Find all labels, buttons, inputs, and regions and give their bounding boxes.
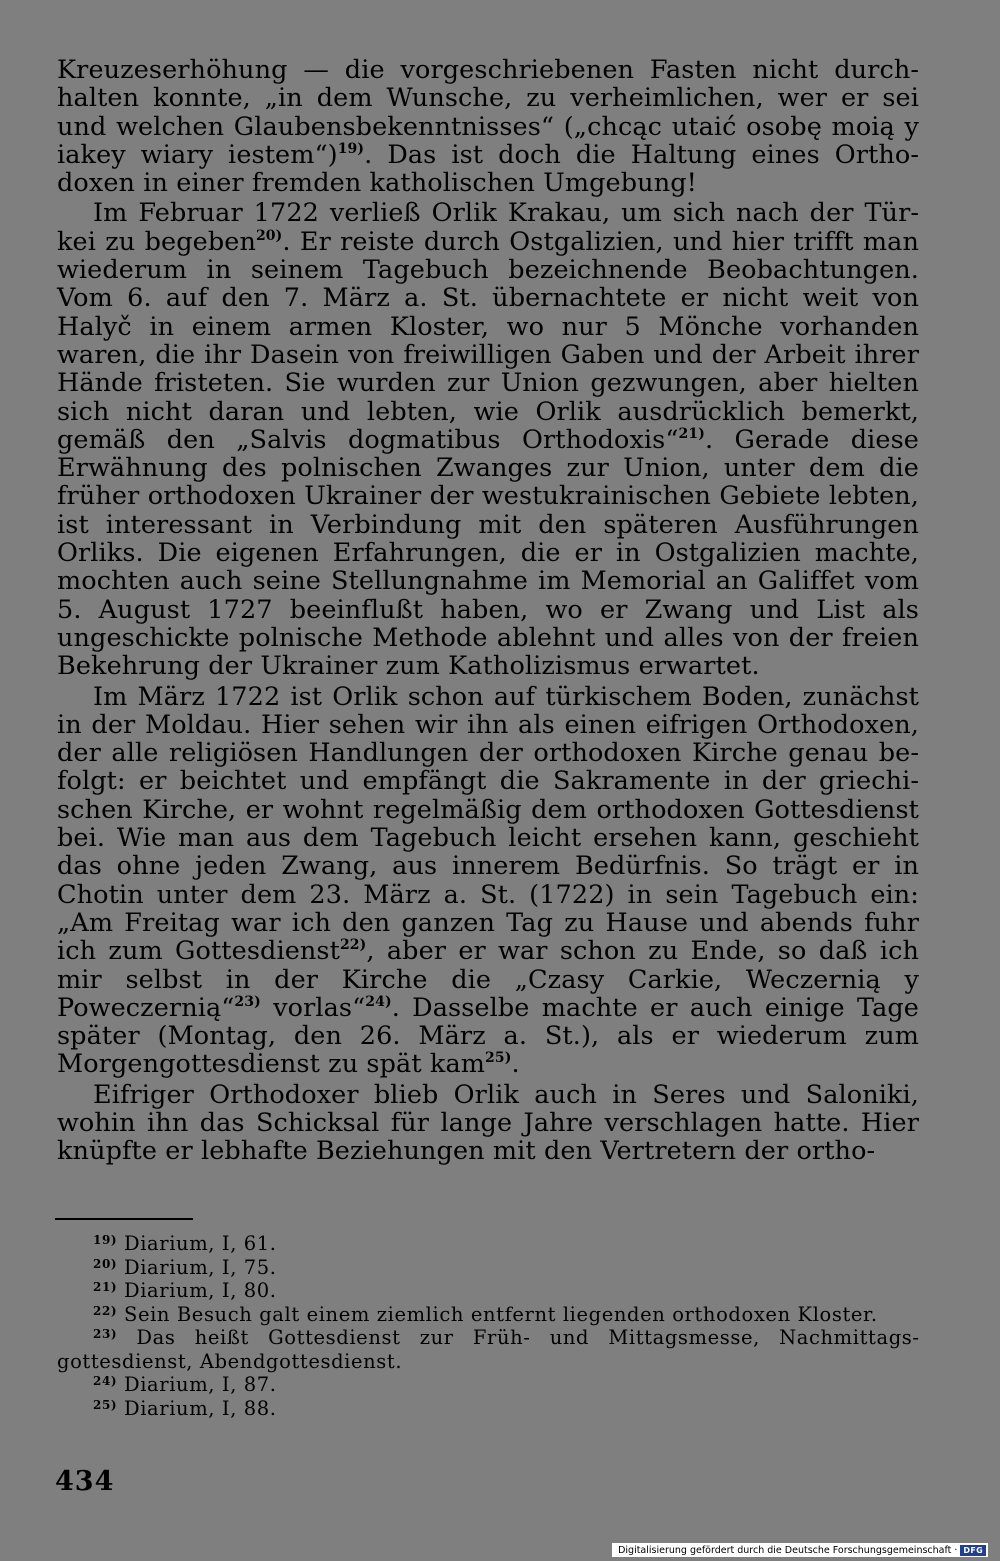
- footnote-mark: 25): [93, 1397, 118, 1412]
- footnote-text: Diarium, I, 75.: [117, 1255, 277, 1279]
- footnote-25: [57, 1397, 919, 1421]
- paragraph-4-text: Eifriger Orthodoxer blieb Orlik auch in Seres und Saloniki, wohin ihn das Schicksal für lange Jahre verschlagen hatte. Hier knüpfte er lebhafte Beziehungen mit den Vertretern der ortho-: [57, 1079, 919, 1167]
- footnotes: [57, 1232, 919, 1420]
- footnote-mark: 23): [93, 1327, 118, 1341]
- paragraph-3-text-cont-4: .: [511, 1049, 520, 1080]
- paragraph-2-text-cont-2: . Gerade diese Erwähnung des polnischen Zwanges zur Union, unter dem die früher orthodoxen Ukrainer der westukrainischen Gebiete lebten, ist interessant in Verbindung mit den späteren Ausführungen Orliks. Die eigenen Erfahrungen, die er in Ostgalizien machte, mochten auch seine Stellungnahme im Memorial an Galiffet vom 5. August 1727 beeinflußt haben, wo er Zwang und List als ungeschickte polnische Methode ablehnt und alles von der freien Bekehrung der Ukrainer zum Katholizismus erwartet.: [57, 424, 919, 682]
- footnote-20: [57, 1256, 919, 1280]
- page-number: 434: [55, 1466, 115, 1497]
- footnote-mark: 20): [93, 1256, 118, 1271]
- page-content: [57, 56, 919, 1166]
- paragraph-3: [57, 683, 919, 1079]
- paragraph-3-text-cont-3: . Dasselbe machte er auch einige Tage später (Montag, den 26. März a. St.), als er wiederum zum Morgengottesdienst zu spät kam: [57, 992, 919, 1080]
- footnote-21: [57, 1279, 919, 1303]
- footnote-text: Das heißt Gottesdienst zur Früh- und Mittagsmesse, Nachmittagsgottesdienst, Abendgottesdienst.: [57, 1326, 919, 1373]
- credit-text: Digitalisierung gefördert durch die Deutsche Forschungsgemeinschaft ·: [618, 1544, 958, 1556]
- footnote-mark: 24): [93, 1374, 118, 1388]
- footnote-ref-23: 23): [234, 993, 261, 1010]
- digitization-credit: [612, 1543, 988, 1557]
- paragraph-3-text-cont-2: vorlas“: [260, 992, 366, 1023]
- footnote-text: Diarium, I, 87.: [117, 1373, 277, 1396]
- paragraph-1-text: Kreuzeserhöhung — die vorgeschriebenen Fasten nicht durchhalten konnte, „in dem Wunsche, zu verheimlichen, wer er sei und welchen Glaubensbekenntnisses“ („chcąc utaić osobę moią y iakey wiary iestem“): [57, 55, 919, 170]
- footnote-22: [57, 1303, 919, 1327]
- paragraph-4: [57, 1081, 919, 1166]
- footnote-ref-20: 20): [255, 227, 283, 244]
- footnote-text: Diarium, I, 61.: [117, 1232, 277, 1255]
- footnote-23: [57, 1326, 919, 1373]
- footnote-text: Sein Besuch galt einem ziemlich entfernt liegenden orthodoxen Kloster.: [117, 1302, 878, 1326]
- footnote-mark: 22): [93, 1303, 118, 1318]
- paragraph-2-text-cont: . Er reiste durch Ostgalizien, und hier trifft man wiederum in seinem Tagebuch bezeichnende Beobachtungen. Vom 6. auf den 7. März a. St. übernachtete er nicht weit von Halyč in einem armen Kloster, wo nur 5 Mönche vorhanden waren, die ihr Dasein von freiwilligen Gaben und der Arbeit ihrer Hände fristeten. Sie wurden zur Union gezwungen, aber hielten sich nicht daran und lebten, wie Orlik ausdrücklich bemerkt, gemäß den „Salvis dogmatibus Orthodoxis“: [57, 226, 919, 455]
- paragraph-1: [57, 56, 919, 197]
- paragraph-1-text-cont: . Das ist doch die Haltung eines Orthodoxen in einer fremden katholischen Umgebung!: [57, 139, 920, 199]
- footnote-ref-25: 25): [485, 1050, 512, 1067]
- footnote-mark: 21): [93, 1280, 118, 1294]
- footnote-19: [57, 1232, 919, 1256]
- body-text: [57, 56, 919, 1166]
- footnote-ref-21: 21): [678, 425, 705, 442]
- paragraph-3-text: Im März 1722 ist Orlik schon auf türkischem Boden, zunächst in der Moldau. Hier sehen wir ihn als einen eifrigen Orthodoxen, der alle religiösen Handlungen der orthodoxen Kirche genau befolgt: er beichtet und empfängt die Sakramente in der griechischen Kirche, er wohnt regelmäßig dem orthodoxen Gottesdienst bei. Wie man aus dem Tagebuch leicht ersehen kann, geschieht das ohne jeden Zwang, aus innerem Bedürfnis. So trägt er in Chotin unter dem 23. März a. St. (1722) in sein Tagebuch ein: „Am Freitag war ich den ganzen Tag zu Hause und abends fuhr ich zum Gottesdienst: [57, 681, 919, 967]
- footnote-ref-19: 19): [337, 140, 365, 157]
- footnote-mark: 19): [93, 1233, 118, 1247]
- paragraph-2-text: Im Februar 1722 verließ Orlik Krakau, um sich nach der Türkei zu begeben: [57, 198, 919, 257]
- footnote-text: Diarium, I, 88.: [117, 1396, 277, 1420]
- footnote-ref-24: 24): [365, 993, 392, 1010]
- footnote-text: Diarium, I, 80.: [117, 1279, 277, 1302]
- footnote-24: [57, 1373, 919, 1397]
- dfg-logo-icon: DFG: [960, 1545, 986, 1556]
- footnote-divider: [55, 1218, 193, 1220]
- footnote-ref-22: 22): [339, 937, 367, 954]
- paragraph-3-text-cont: , aber er war schon zu Ende, so daß ich mir selbst in der Kirche die „Czasy Carkie, Weczernią y Poweczernią“: [57, 936, 919, 1023]
- paragraph-2: [57, 199, 919, 680]
